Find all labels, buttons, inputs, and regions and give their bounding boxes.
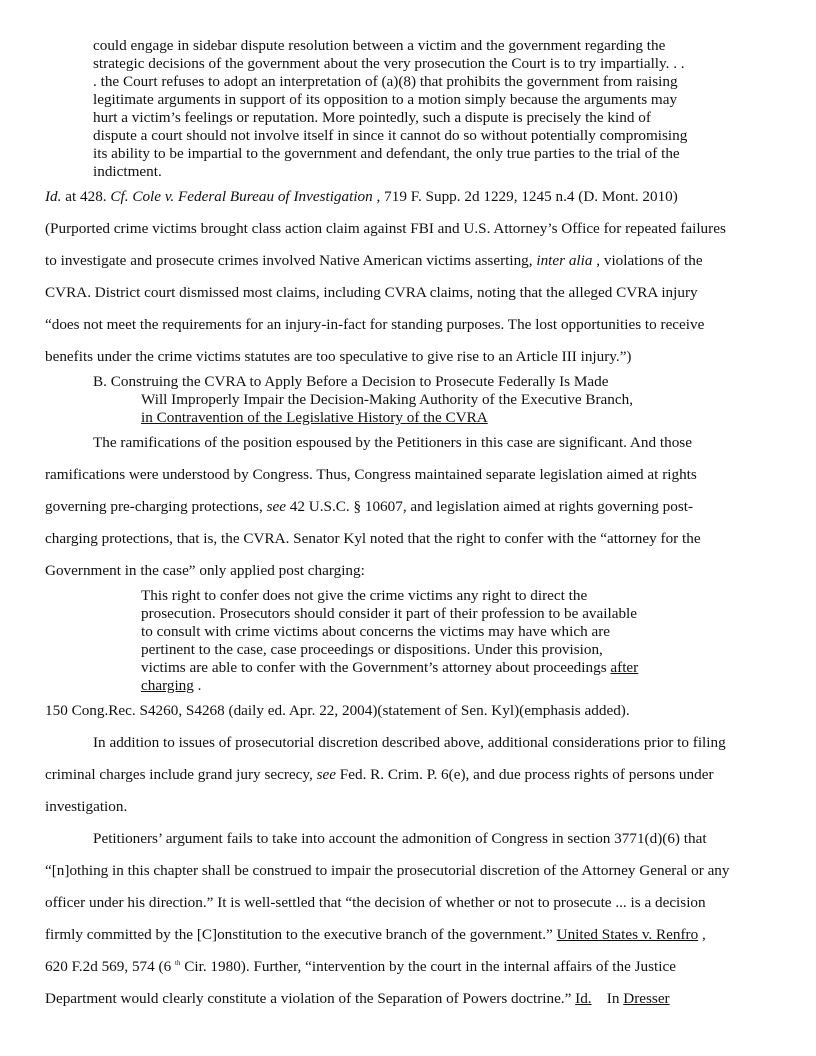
quote-line: could engage in sidebar dispute resolution between a victim and the government regarding the — [93, 37, 666, 54]
para-text: , — [698, 926, 706, 943]
para-line: Government in the case” only applied post charging: — [45, 562, 365, 579]
para-text: criminal charges include grand jury secrecy, — [45, 766, 317, 783]
quote-line: pertinent to the case, case proceedings or dispositions. Under this provision, — [141, 641, 603, 658]
paren-text: to investigate and prosecute crimes involved Native American victims asserting, — [45, 252, 537, 269]
para-text: Department would clearly constitute a violation of the Separation of Powers doctrine.” — [45, 990, 576, 1007]
citation-cong-rec: 150 Cong.Rec. S4260, S4268 (daily ed. Apr. 22, 2004)(statement of Sen. Kyl)(emphasis added). — [45, 702, 630, 719]
italic-signal: see — [266, 498, 286, 515]
quote-line: legitimate arguments in support of its opposition to a motion simply because the arguments may — [93, 91, 678, 108]
quote-line: prosecution. Prosecutors should consider it part of their profession to be available — [141, 605, 638, 622]
citation-line — [45, 188, 678, 206]
para-text: Fed. R. Crim. P. 6(e), and due process rights of persons under — [335, 766, 714, 783]
emphasis-underlined: charging — [141, 677, 194, 694]
para-line: officer under his direction.” It is well-settled that “the decision of whether or not to prosecute ... is a decision — [45, 894, 706, 911]
cite-text: , 719 F. Supp. 2d 1229, 1245 n.4 (D. Mont. 2010) — [372, 188, 678, 205]
para-text: In — [591, 990, 624, 1007]
paren-line — [45, 252, 703, 270]
quote-text: victims are able to confer with the Government’s attorney about proceedings — [141, 659, 611, 676]
para-line: The ramifications of the position espoused by the Petitioners in this case are significant. And those — [93, 434, 692, 451]
para-line: Petitioners’ argument fails to take into account the admonition of Congress in section 3771(d)(6) that — [93, 830, 707, 847]
quote-line: hurt a victim’s feelings or reputation. More pointedly, such a dispute is precisely the kind of — [93, 109, 651, 126]
para-line: ramifications were understood by Congress. Thus, Congress maintained separate legislation aimed at rights — [45, 466, 697, 483]
heading-line-2: Will Improperly Impair the Decision-Making Authority of the Executive Branch, — [141, 391, 634, 408]
para-text: 42 U.S.C. § 10607, and legislation aimed at rights governing post- — [285, 498, 694, 515]
id-citation: Id. — [45, 188, 62, 205]
heading-line-3 — [141, 409, 488, 427]
case-name-renfro: United States v. Renfro — [556, 926, 699, 943]
quote-line: strategic decisions of the government about the very prosecution the Court is to try impartially. . . — [93, 55, 685, 72]
para-line — [45, 926, 706, 944]
paren-line: “does not meet the requirements for an injury-in-fact for standing purposes. The lost opportunities to receive — [45, 316, 705, 333]
case-name-cole: Cf. Cole v. Federal Bureau of Investigation — [110, 188, 373, 205]
para-line — [45, 958, 676, 976]
emphasis-underlined: after — [610, 659, 639, 676]
para-text: firmly committed by the [C]onstitution to the executive branch of the government.” — [45, 926, 557, 943]
quote-line: . the Court refuses to adopt an interpretation of (a)(8) that prohibits the government from raising — [93, 73, 678, 90]
para-line — [45, 990, 670, 1008]
para-line: “[n]othing in this chapter shall be construed to impair the prosecutorial discretion of the Attorney General or any — [45, 862, 730, 879]
heading-underlined: in Contravention of the Legislative History of the CVRA — [141, 409, 488, 426]
quote-text: . — [193, 677, 202, 694]
case-name-dresser: Dresser — [623, 990, 670, 1007]
heading-line-1: B. Construing the CVRA to Apply Before a Decision to Prosecute Federally Is Made — [93, 373, 609, 390]
para-line: In addition to issues of prosecutorial discretion described above, additional considerations prior to filing — [93, 734, 726, 751]
paren-line: benefits under the crime victims statutes are too speculative to give rise to an Article III injury.”) — [45, 348, 632, 365]
quote-line: This right to confer does not give the crime victims any right to direct the — [141, 587, 588, 604]
quote-line — [141, 659, 638, 677]
paren-text: , violations of the — [592, 252, 703, 269]
para-text: governing pre-charging protections, — [45, 498, 267, 515]
cite-text: at 428. — [61, 188, 111, 205]
para-line — [45, 498, 693, 516]
para-line: investigation. — [45, 798, 128, 815]
quote-line: to consult with crime victims about concerns the victims may have which are — [141, 623, 610, 640]
italic-term: inter alia — [536, 252, 593, 269]
id-citation: Id. — [575, 990, 592, 1007]
paren-line: CVRA. District court dismissed most claims, including CVRA claims, noting that the alleged CVRA injury — [45, 284, 698, 301]
para-text: Cir. 1980). Further, “intervention by the court in the internal affairs of the Justice — [180, 958, 676, 975]
para-line: charging protections, that is, the CVRA. Senator Kyl noted that the right to confer with the “attorney for the — [45, 530, 701, 547]
para-line — [45, 766, 714, 784]
quote-line: indictment. — [93, 163, 162, 180]
paren-line: (Purported crime victims brought class action claim against FBI and U.S. Attorney’s Office for repeated failures — [45, 220, 726, 237]
quote-line — [141, 677, 201, 695]
para-text: 620 F.2d 569, 574 (6 — [45, 958, 175, 975]
italic-signal: see — [316, 766, 336, 783]
quote-line: its ability to be impartial to the government and defendant, the only true parties to the trial of the — [93, 145, 680, 162]
ordinal-superscript: th — [175, 958, 181, 967]
quote-line: dispute a court should not involve itself in since it cannot do so without potentially compromising — [93, 127, 688, 144]
